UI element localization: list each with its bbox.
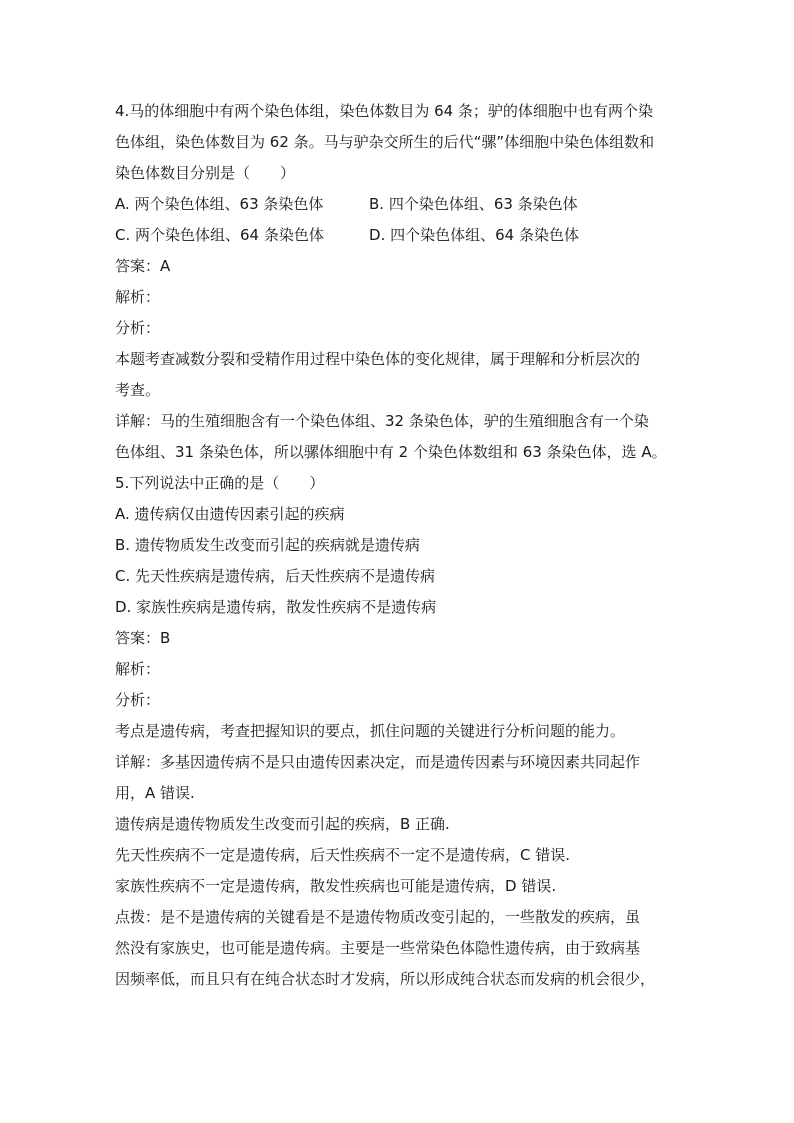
q5-detail-line-5: 家族性疾病不一定是遗传病，散发性疾病也可能是遗传病，D 错误. xyxy=(115,877,557,895)
q5-tip-line-1: 点拨：是不是遗传病的关键看是不是遗传物质改变引起的，一些散发的疾病，虽 xyxy=(115,908,641,926)
q4-options-row-2 xyxy=(115,220,685,251)
q5-detail-line-1: 详解：多基因遗传病不是只由遗传因素决定，而是遗传因素与环境因素共同起作 xyxy=(115,753,641,771)
q4-fenxi-line-2: 考查。 xyxy=(115,381,161,399)
q4-option-a: A. 两个染色体组、63 条染色体 xyxy=(115,195,324,213)
q5-detail-line-3: 遗传病是遗传物质发生改变而引起的疾病，B 正确. xyxy=(115,815,450,833)
q5-answer: 答案：B xyxy=(115,629,171,647)
q4-fenxi-label: 分析： xyxy=(115,319,161,337)
q4-fenxi-line-1: 本题考查减数分裂和受精作用过程中染色体的变化规律，属于理解和分析层次的 xyxy=(115,350,641,368)
document-page xyxy=(115,96,685,995)
q5-analysis-label: 解析： xyxy=(115,660,161,678)
q5-option-a: A. 遗传病仅由遗传因素引起的疾病 xyxy=(115,505,345,523)
q5-detail-line-2: 用，A 错误. xyxy=(115,784,195,802)
q5-fenxi-line: 考点是遗传病，考查把握知识的要点，抓住问题的关键进行分析问题的能力。 xyxy=(115,722,626,740)
q5-stem: 5.下列说法中正确的是（ ） xyxy=(115,474,325,492)
q5-option-c: C. 先天性疾病是遗传病，后天性疾病不是遗传病 xyxy=(115,567,436,585)
q4-analysis-label: 解析： xyxy=(115,288,161,306)
q4-stem-line-3: 染色体数目分别是（ ） xyxy=(115,164,296,182)
q5-fenxi-label: 分析： xyxy=(115,691,161,709)
q5-tip-line-3: 因频率低，而且只有在纯合状态时才发病，所以形成纯合状态而发病的机会很少， xyxy=(115,970,656,988)
q4-option-b: B. 四个染色体组、63 条染色体 xyxy=(369,195,578,213)
q5-tip-line-2: 然没有家族史，也可能是遗传病。主要是一些常染色体隐性遗传病，由于致病基 xyxy=(115,939,641,957)
q4-option-c: C. 两个染色体组、64 条染色体 xyxy=(115,226,324,244)
q4-detail-line-2: 色体组、31 条染色体，所以骡体细胞中有 2 个染色体数组和 63 条染色体，选 A。 xyxy=(115,443,667,461)
q5-detail-line-4: 先天性疾病不一定是遗传病，后天性疾病不一定不是遗传病，C 错误. xyxy=(115,846,571,864)
q4-options-row-1 xyxy=(115,189,685,220)
q4-stem-line-2: 色体组，染色体数目为 62 条。马与驴杂交所生的后代“骡”体细胞中染色体组数和 xyxy=(115,133,655,151)
q4-detail-line-1: 详解：马的生殖细胞含有一个染色体组、32 条染色体，驴的生殖细胞含有一个染 xyxy=(115,412,649,430)
q4-stem-line-1: 4.马的体细胞中有两个染色体组，染色体数目为 64 条；驴的体细胞中也有两个染 xyxy=(115,102,653,120)
q5-option-b: B. 遗传物质发生改变而引起的疾病就是遗传病 xyxy=(115,536,420,554)
q5-option-d: D. 家族性疾病是遗传病，散发性疾病不是遗传病 xyxy=(115,598,437,616)
q4-option-d: D. 四个染色体组、64 条染色体 xyxy=(369,226,579,244)
q4-answer: 答案：A xyxy=(115,257,171,275)
